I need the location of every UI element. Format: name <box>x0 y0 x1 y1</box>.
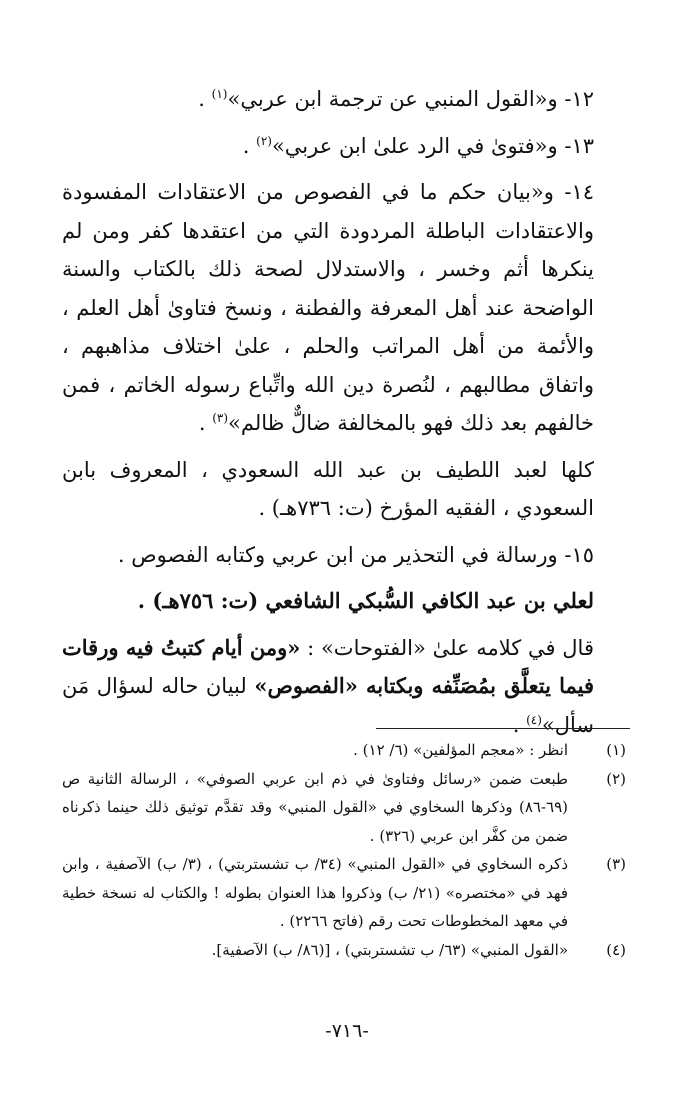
footnote-text: ذكره السخاوي في «القول المنبي» (٣٤/ ب تشستربتي) ، (٣/ ب) الآصفية ، وابن فهد في «مختصره» (٢١/ ب) وذكروا هذا العنوان بطوله ! والكتاب له نسخة خطية في معهد المخطوطات تحت رقم (فاتح ٢٢٦٦) . <box>62 855 569 930</box>
quote-intro: قال في كلامه علىٰ «الفتوحات» : <box>300 635 594 660</box>
item-14-text: ١٤- و«بيان حكم ما في الفصوص من الاعتقادات المفسودة والاعتقادات الباطلة المردودة التي من اعتقدها كفر ومن لم ينكرها أثم وخسر ، والاستدلال لصحة ذلك بالكتاب والسنة الواضحة عند أهل المعرفة والفطنة ، ونسخ فتاوىٰ أهل العلم ، والأئمة من أهل المراتب والحلم ، علىٰ اختلاف مذاهبهم ، واتفاق مطالبهم ، لنُصرة دين الله واتِّباع رسوله الخاتم ، فمن خالفهم بعد ذلك فهو بالمخالفة ضالٌّ ظالم» <box>62 180 594 435</box>
footnote-number: (٣) <box>606 855 626 873</box>
footnote-3 <box>62 850 630 936</box>
footnotes <box>62 736 630 964</box>
footnote-separator <box>376 728 630 729</box>
item-14-end: . <box>198 411 213 435</box>
quote-text-end: لبيان حاله لسؤال مَن سأل» <box>62 674 594 737</box>
footnote-ref-3: (٣) <box>212 411 229 425</box>
quote-paragraph <box>62 629 630 745</box>
footnote-text: «القول المنبي» (٦٣/ ب تشستربتي) ، [(٨٦/ ب) الآصفية]. <box>211 940 568 959</box>
item-15: ١٥- ورسالة في التحذير من ابن عربي وكتابه الفصوص . <box>117 542 594 567</box>
author-note-1: كلها لعبد اللطيف بن عبد الله السعودي ، المعروف بابن السعودي ، الفقيه المؤرخ (ت: ٧٣٦هـ) . <box>62 457 594 520</box>
footnote-1 <box>62 736 630 765</box>
item-12-text: ١٢- و«القول المنبي عن ترجمة ابن عربي» <box>227 87 594 111</box>
main-text <box>62 80 630 752</box>
footnote-ref-4: (٤) <box>526 712 542 727</box>
footnote-text: طبعت ضمن «رسائل وفتاوىٰ في ذم ابن عربي الصوفي» ، الرسالة الثانية ص (٦٩-٨٦) وذكرها السخاوي في «القول المنبي» وقد تقدَّم توثيق ذلك حينما ذكرناه ضمن من كفَّر ابن عربي (٣٢٦) . <box>62 769 568 845</box>
item-12 <box>62 80 630 119</box>
quote-end: . <box>512 712 527 737</box>
item-13-text: ١٣- و«فتوىٰ في الرد علىٰ ابن عربي» <box>271 133 594 158</box>
footnote-4 <box>62 936 630 965</box>
footnote-number: (٢) <box>606 769 626 788</box>
footnote-number: (١) <box>606 741 626 759</box>
quote-text: «ومن أيام كتبتُ فيه ورقات فيما يتعلَّق بمُصَنِّفه وبكتابه «الفصوص» <box>62 634 594 698</box>
item-13-end: . <box>242 133 257 158</box>
footnote-text: انظر : «معجم المؤلفين» (٦/ ١٢) . <box>353 741 568 759</box>
footnote-ref-1: (١) <box>211 87 228 101</box>
footnote-ref-2: (٢) <box>256 133 272 148</box>
page-number: -٧١٦- <box>325 1020 369 1042</box>
item-13 <box>62 127 630 166</box>
footnote-number: (٤) <box>606 940 626 959</box>
item-14 <box>62 173 630 443</box>
footnote-2 <box>62 765 630 851</box>
item-12-end: . <box>198 87 212 111</box>
author-note-2: لعلي بن عبد الكافي السُّبكي الشافعي (ت: ٧٥٦هـ) . <box>137 588 594 613</box>
